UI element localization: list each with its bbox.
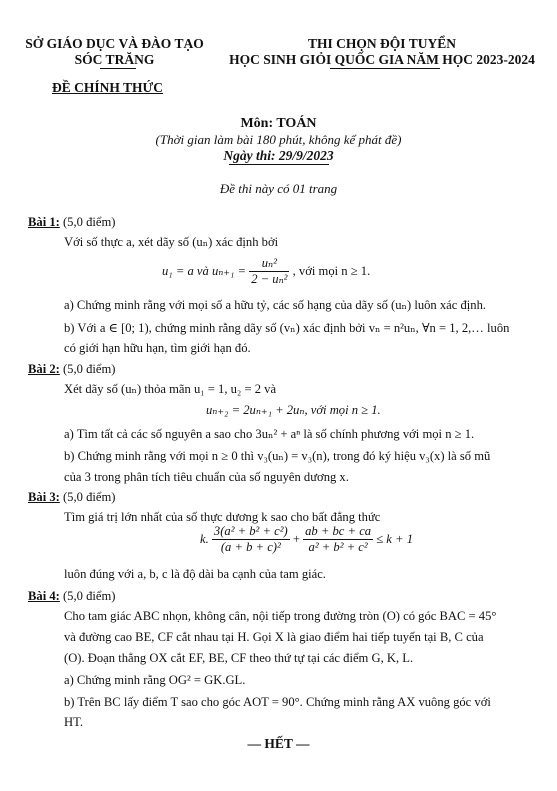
recurrence-fraction: $\frac{\text{uₙ²}}{\text{2 − uₙ²}}$ (251, 256, 288, 286)
end-marker: — HẾT — (247, 736, 310, 751)
inequality-fraction-1: $\frac{\text{3(a² + b² + c²)}}{\text{(a + b + c)²}}$ (213, 524, 288, 554)
subject: Môn: TOÁN (240, 116, 317, 131)
problem-4-part-a: a) Chứng minh rằng OG² = GK.GL. (64, 673, 246, 687)
problem-2-formula: uₙ₊₂ = 2uₙ₊₁ + 2uₙ, với mọi n ≥ 1. (206, 403, 381, 417)
problem-4-line1: Cho tam giác ABC nhọn, không cân, nội tiếp trong đường tròn (O) có góc BAC = 45° (64, 609, 497, 623)
problem-1-part-b-line1: b) Với a ∈ [0; 1), chứng minh rằng dãy số (vₙ) xác định bởi vₙ = n²uₙ, ∀n = 1, 2,… luôn (64, 321, 510, 335)
problem-1-part-a: a) Chứng minh rằng với mọi số a hữu tỷ, các số hạng của dãy số (uₙ) luôn xác định. (64, 298, 487, 312)
official-label: ĐỀ CHÍNH THỨC (52, 80, 164, 95)
right-divider (330, 68, 440, 69)
exam-heading: THI CHỌN ĐỘI TUYỂN HỌC SINH GIỎI QUỐC GIA NĂM HỌC 2023-2024 (229, 36, 535, 67)
left-divider (100, 68, 136, 69)
problem-2-part-b-line1: b) Chứng minh rằng với mọi n ≥ 0 thì v₃(uₙ) = v₃(n), trong đó ký hiệu v₃(x) là số mũ (64, 449, 491, 463)
problem-1-part-b-line2: có giới hạn hữu hạn, tìm giới hạn đó. (64, 341, 251, 355)
problem-1-heading: Bài 1: (5,0 điểm) (28, 215, 116, 229)
problem-3-outro: luôn đúng với a, b, c là độ dài ba cạnh của tam giác. (64, 567, 326, 581)
problem-4-part-b-line2: HT. (64, 715, 84, 729)
problem-1-formula: u₁ = a và uₙ₊₁ = $\frac{\text{uₙ²}}{\text{2 − uₙ²}}$ , với mọi n ≥ 1. (162, 256, 371, 286)
problem-2-intro: Xét dãy số (uₙ) thỏa mãn u₁ = 1, u₂ = 2 và (64, 382, 277, 396)
problem-1-intro: Với số thực a, xét dãy số (uₙ) xác định bởi (64, 235, 279, 249)
problem-2-heading: Bài 2: (5,0 điểm) (28, 362, 116, 376)
department-name: SỞ GIÁO DỤC VÀ ĐÀO TẠO SÓC TRĂNG (25, 36, 204, 67)
problem-3-heading: Bài 3: (5,0 điểm) (28, 490, 116, 504)
problem-2-part-b-line2: của 3 trong phân tích tiêu chuẩn của số nguyên dương x. (64, 470, 349, 484)
problem-2-part-a: a) Tìm tất cả các số nguyên a sao cho 3uₙ² + aⁿ là số chính phương với mọi n ≥ 1. (64, 427, 475, 441)
exam-date: Ngày thi: 29/9/2023 (223, 148, 334, 163)
problem-4-line2: và đường cao BE, CF cắt nhau tại H. Gọi X là giao điểm hai tiếp tuyến tại B, C của (64, 630, 484, 644)
problem-3-intro: Tìm giá trị lớn nhất của số thực dương k sao cho bất đẳng thức (64, 510, 381, 524)
date-divider (229, 164, 329, 165)
inequality-fraction-2: $\frac{ab + bc + ca}{\text{a² + b² + c²}}$ (305, 524, 372, 554)
duration: (Thời gian làm bài 180 phút, không kể phát đề) (155, 132, 402, 147)
pages-note: Đề thi này có 01 trang (219, 181, 338, 196)
problem-4-line3: (O). Đoạn thẳng OX cắt EF, BE, CF theo thứ tự tại các điểm G, K, L. (64, 651, 414, 665)
problem-4-heading: Bài 4: (5,0 điểm) (28, 589, 116, 603)
problem-3-inequality: k. $\frac{\text{3(a² + b² + c²)}}{\text{(a + b + c)²}}$ + $\frac{ab + bc + ca}{\text{a² + b² + c²}}$ ≤ k + 1 (200, 524, 413, 554)
problem-4-part-b-line1: b) Trên BC lấy điểm T sao cho góc AOT = 90°. Chứng minh rằng AX vuông góc với (64, 695, 491, 709)
